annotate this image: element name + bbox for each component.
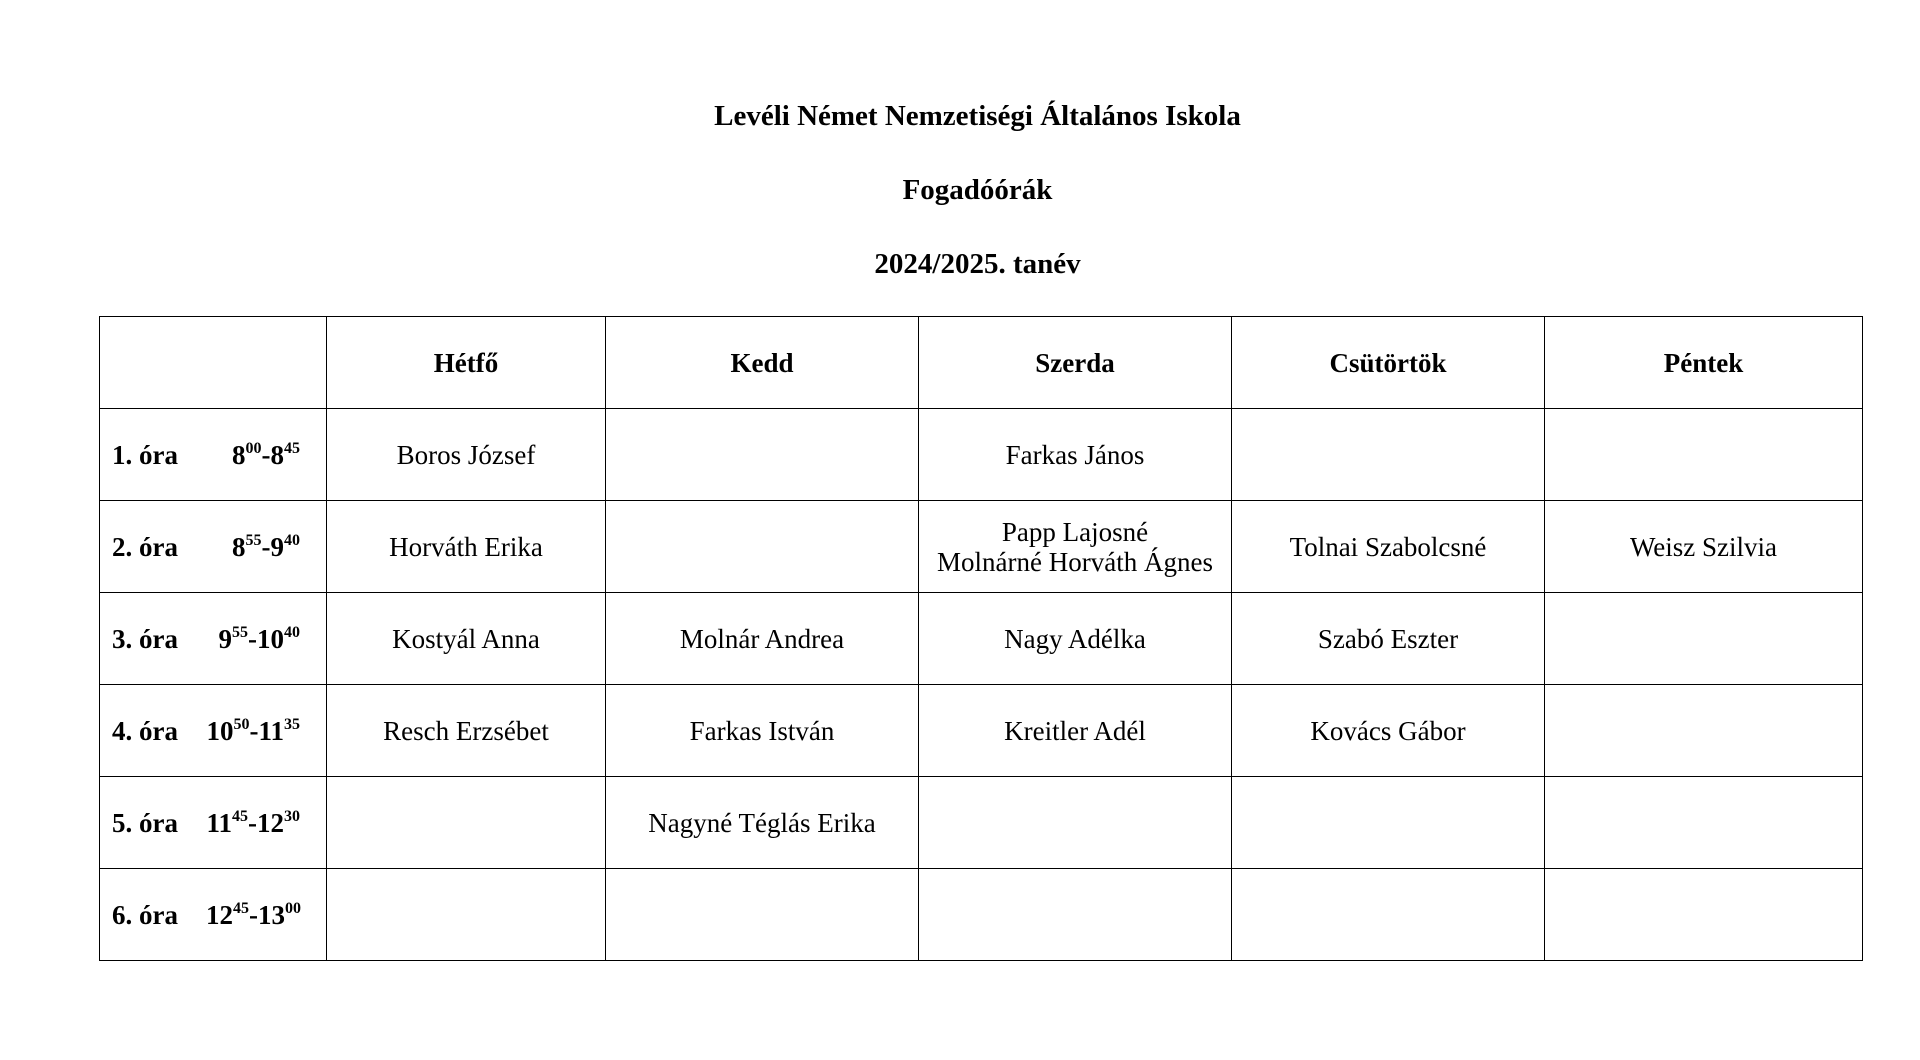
day-header-friday: Péntek xyxy=(1545,317,1863,409)
lesson-number: 3. óra xyxy=(112,623,178,654)
teacher-name: Nagy Adélka xyxy=(1004,623,1146,654)
teacher-name: Tolnai Szabolcsné xyxy=(1289,531,1487,562)
lesson-time xyxy=(206,440,300,470)
day-header-thursday: Csütörtök xyxy=(1232,317,1545,409)
time-slot-cell xyxy=(100,777,327,869)
cell-tuesday xyxy=(606,685,919,777)
cell-thursday xyxy=(1232,409,1545,501)
end-hour: 8 xyxy=(270,439,284,470)
cell-tuesday xyxy=(606,593,919,685)
cell-monday xyxy=(327,501,606,593)
end-hour: 9 xyxy=(270,531,284,562)
table-row xyxy=(100,777,1863,869)
end-minute: 30 xyxy=(284,807,300,825)
end-minute: 45 xyxy=(284,439,300,457)
end-hour: 12 xyxy=(257,807,284,838)
cell-monday xyxy=(327,593,606,685)
lesson-number: 4. óra xyxy=(112,715,178,746)
table-row xyxy=(100,685,1863,777)
cell-thursday xyxy=(1232,501,1545,593)
end-minute: 40 xyxy=(284,531,300,549)
start-minute: 45 xyxy=(232,807,248,825)
time-separator: - xyxy=(248,807,257,838)
teacher-name: Molnár Andrea xyxy=(679,623,845,654)
cell-tuesday xyxy=(606,409,919,501)
day-header-monday: Hétfő xyxy=(327,317,606,409)
start-hour: 8 xyxy=(232,439,246,470)
teacher-name: Molnárné Horváth Ágnes xyxy=(937,546,1213,577)
cell-monday xyxy=(327,869,606,961)
lesson-time xyxy=(206,900,300,930)
cell-thursday xyxy=(1232,777,1545,869)
lesson-number: 2. óra xyxy=(112,531,178,562)
cell-friday xyxy=(1545,501,1863,593)
teacher-name: Kreitler Adél xyxy=(1004,715,1146,746)
teacher-name: Horváth Erika xyxy=(389,531,543,562)
start-hour: 10 xyxy=(206,715,234,746)
lesson-time xyxy=(206,808,300,838)
teacher-name: Papp Lajosné xyxy=(1001,516,1149,547)
time-separator: - xyxy=(261,531,271,562)
corner-cell xyxy=(100,317,327,409)
lesson-number: 5. óra xyxy=(112,807,178,838)
start-hour: 12 xyxy=(206,899,233,930)
cell-tuesday xyxy=(606,501,919,593)
cell-wednesday xyxy=(919,869,1232,961)
cell-friday xyxy=(1545,409,1863,501)
cell-friday xyxy=(1545,685,1863,777)
time-separator: - xyxy=(248,623,257,654)
time-slot-cell xyxy=(100,685,327,777)
cell-wednesday xyxy=(919,685,1232,777)
teacher-name: Kostyál Anna xyxy=(392,623,540,654)
school-year: 2024/2025. tanév xyxy=(874,248,1081,280)
start-minute: 50 xyxy=(233,715,250,733)
school-name: Levéli Német Nemzetiségi Általános Iskola xyxy=(714,100,1241,132)
time-separator: - xyxy=(249,899,258,930)
end-hour: 13 xyxy=(258,899,285,930)
day-header-wednesday: Szerda xyxy=(919,317,1232,409)
cell-friday xyxy=(1545,869,1863,961)
end-minute: 00 xyxy=(285,899,301,917)
lesson-number: 6. óra xyxy=(112,899,178,930)
cell-monday xyxy=(327,409,606,501)
cell-monday xyxy=(327,685,606,777)
time-slot-cell xyxy=(100,593,327,685)
start-hour: 9 xyxy=(218,623,232,654)
cell-friday xyxy=(1545,593,1863,685)
time-separator: - xyxy=(249,715,259,746)
end-hour: 10 xyxy=(257,623,284,654)
teacher-name: Resch Erzsébet xyxy=(383,715,549,746)
cell-tuesday xyxy=(606,869,919,961)
time-separator: - xyxy=(261,439,271,470)
cell-wednesday xyxy=(919,777,1232,869)
start-minute: 45 xyxy=(233,899,249,917)
document-title: Fogadóórák xyxy=(902,174,1053,206)
lesson-time xyxy=(206,532,300,562)
document-header xyxy=(0,98,1920,320)
cell-friday xyxy=(1545,777,1863,869)
teacher-name: Weisz Szilvia xyxy=(1629,531,1778,562)
end-hour: 11 xyxy=(258,715,284,746)
end-minute: 35 xyxy=(284,715,300,733)
cell-thursday xyxy=(1232,869,1545,961)
table-row xyxy=(100,593,1863,685)
start-hour: 8 xyxy=(232,531,246,562)
start-minute: 55 xyxy=(232,623,248,641)
lesson-number: 1. óra xyxy=(112,439,178,470)
cell-thursday xyxy=(1232,593,1545,685)
cell-wednesday xyxy=(919,501,1232,593)
lesson-time xyxy=(206,716,300,746)
start-hour: 11 xyxy=(206,807,232,838)
table-body xyxy=(100,409,1863,961)
teacher-name: Farkas István xyxy=(689,715,835,746)
lesson-time xyxy=(206,624,300,654)
cell-wednesday xyxy=(919,593,1232,685)
cell-wednesday xyxy=(919,409,1232,501)
cell-tuesday xyxy=(606,777,919,869)
office-hours-table xyxy=(99,316,1863,961)
cell-monday xyxy=(327,777,606,869)
time-slot-cell xyxy=(100,869,327,961)
table-row xyxy=(100,409,1863,501)
teacher-name: Boros József xyxy=(396,439,536,470)
time-slot-cell xyxy=(100,501,327,593)
teacher-name: Kovács Gábor xyxy=(1310,715,1466,746)
teacher-name: Nagyné Téglás Erika xyxy=(648,807,876,838)
start-minute: 00 xyxy=(245,439,262,457)
teacher-name: Szabó Eszter xyxy=(1317,623,1459,654)
teacher-name: Farkas János xyxy=(1005,439,1145,470)
table-header-row xyxy=(100,317,1863,409)
start-minute: 55 xyxy=(245,531,262,549)
end-minute: 40 xyxy=(284,623,300,641)
time-slot-cell xyxy=(100,409,327,501)
table-row xyxy=(100,501,1863,593)
day-header-tuesday: Kedd xyxy=(606,317,919,409)
cell-thursday xyxy=(1232,685,1545,777)
table-row xyxy=(100,869,1863,961)
